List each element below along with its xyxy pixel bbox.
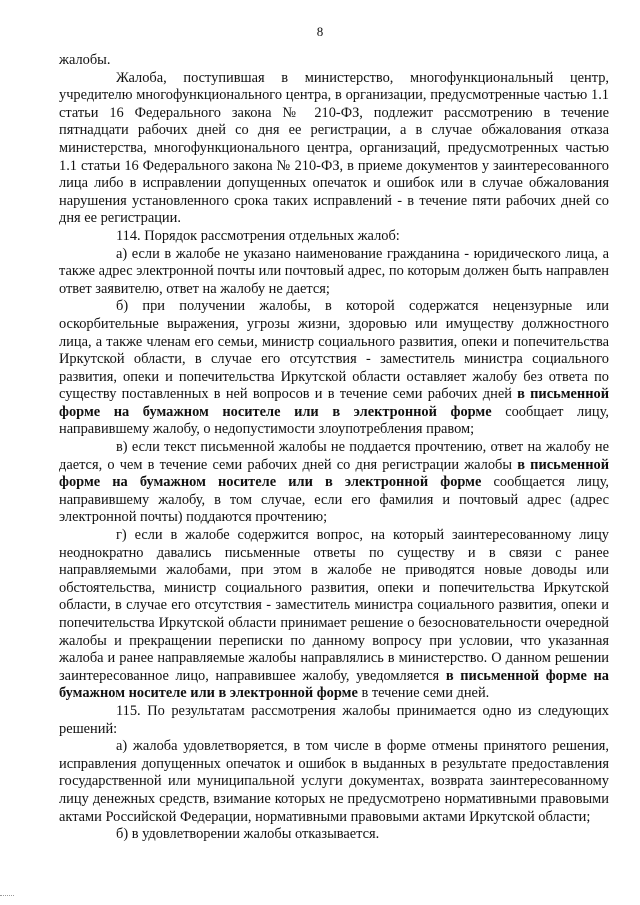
text-run: б) при получении жалобы, в которой содержатся нецензурные или оскорбительные выражения, угрозы жизни, здоровью или имуществу должностного лица, а также членам его семьи, министр социального развития, опеки и попечительства Иркутской области, в случае его отсутствия - заместитель министра социального развития, опеки и попечительства Иркутской области оставляет жалобу без ответа по существу поставленных в ней вопросов и в течение семи рабочих дней [59,298,609,403]
paragraph [59,246,609,299]
paragraph [59,70,609,228]
text-run: б) в удовлетворении жалобы отказывается. [116,826,380,843]
page-number: 8 [316,24,324,39]
text-run: сообщает лицу, направившему жалобу, о недопустимости злоупотребления правом; [59,403,609,438]
paragraph [59,439,609,527]
text-run: в) если текст письменной жалобы не поддается прочтению, ответ на жалобу не дается, о чем в течение семи рабочих дней со дня регистрации жалобы [59,439,609,473]
text-run: а) жалоба удовлетворяется, в том числе в форме отмены принятого решения, исправления допущенных опечаток и ошибок в выданных в результате предоставления государственной или муниципальной услуги документах, возврата заинтересованному лицу денежных средств, взимание которых не предусмотрено нормативными правовыми актами Российской Федерации, нормативными правовыми актами Иркутской области; [59,738,609,825]
bold-text-run: в письменной форме на бумажном носителе или в электронной форме [59,667,609,702]
paragraph [59,228,609,246]
paragraph [59,52,609,70]
paragraph [59,738,609,826]
text-run: 115. По результатам рассмотрения жалобы принимается одно из следующих решений: [59,702,609,737]
text-run: в течение семи дней. [357,685,490,702]
paragraph [59,703,609,738]
text-run: сообщается лицу, направившему жалобу, в том случае, если его фамилия и почтовый адрес (адрес электронной почты) поддаются прочтению; [59,474,609,526]
scan-artifact [0,895,14,899]
text-run: 114. Порядок рассмотрения отдельных жалоб: [116,227,400,244]
text-run: Жалоба, поступившая в министерство, многофункциональный центр, учредителю многофункционального центра, в организации, предусмотренные частью 1.1 статьи 16 Федерального закона № 210-ФЗ, подлежит рассмотрению в течение пятнадцати рабочих дней со дня ее регистрации, а в случае обжалования отказа министерства, многофункционального центра, организаций, предусмотренных частью 1.1 статьи 16 Федерального закона № 210-ФЗ, в приеме документов у заинтересованного лица либо в исправлении допущенных опечаток и ошибок или в случае обжалования нарушения установленного срока таких исправлений - в течение пяти рабочих дней со дня ее регистрации. [59,69,609,227]
paragraph [59,527,609,703]
bold-text-run: в письменной форме на бумажном носителе или в электронной форме [59,456,609,491]
document-body [59,52,609,844]
paragraph [59,298,609,439]
text-run: а) если в жалобе не указано наименование гражданина - юридического лица, а также адрес электронной почты или почтовый адрес, по которым должен быть направлен ответ заявителю, ответ на жалобу не дается; [59,245,609,297]
text-run: г) если в жалобе содержится вопрос, на который заинтересованному лицу неоднократно давались письменные ответы по существу и в связи с ранее направляемыми жалобами, при этом в жалобе не приводятся новые доводы или обстоятельства, министр социального развития, опеки и попечительства Иркутской области, в случае его отсутствия - заместитель министра социального развития, опеки и попечительства Иркутской области принимает решение о безосновательности очередной жалобы и прекращении переписки по данному вопросу при условии, что указанная жалоба и ранее направляемые жалобы направлялись в министерство. О данном решении заинтересованное лицо, направившее жалобу, уведомляется [59,527,609,684]
text-run: жалобы. [59,52,111,68]
paragraph [59,826,609,844]
bold-text-run: в письменной форме на бумажном носителе или в электронной форме [59,386,609,420]
